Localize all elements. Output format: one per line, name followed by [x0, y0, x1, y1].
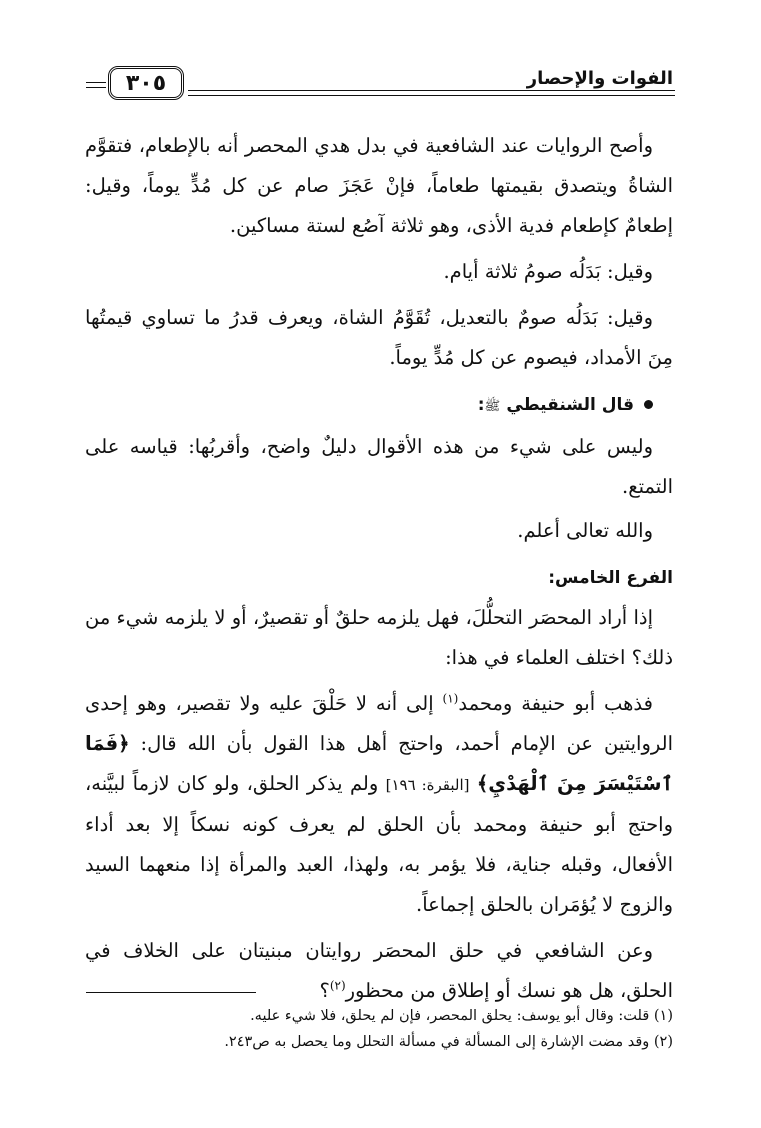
paragraph-1-text: وأصح الروايات عند الشافعية في بدل هدي المحصر أنه بالإطعام، فتقوَّم الشاةُ ويتصدق بقيمتها طعاماً، فإنْ عَجَزَ صام عن كل مُدٍّ يوماً، — [85, 134, 673, 197]
quran-reference: [البقرة: ١٩٦] — [385, 776, 470, 794]
paragraph-8-part-a: وعن الشافعي في حلق المحصَر روايتان مبنيتان على الخلاف في الحلق، هل هو نسك أو إطلاق من محظور — [85, 939, 673, 1002]
footnote-separator — [86, 992, 256, 993]
shanqiti-heading: قال الشنقيطي — [506, 395, 634, 415]
footnote-1: (١) قلت: وقال أبو يوسف: يحلق المحصر، فإن لم يحلق، فلا شيء عليه. — [250, 1008, 673, 1024]
paragraph-6: إذا أراد المحصَر التحلُّلَ، فهل يلزمه حلقٌ أو تقصيرٌ، أو لا يلزمه شيء من ذلك؟ اختلف العلماء في هذا: — [85, 606, 673, 669]
paragraph-8-part-b: ؟ — [319, 979, 330, 1002]
shanqiti-heading-line: قال الشنقيطي ﷺ: — [85, 384, 673, 427]
quran-verse: ﴿فَمَا ٱسْتَيْسَرَ مِنَ ٱلْهَدْيِ﴾ — [85, 732, 673, 795]
footnote-marker-2: (٢) — [329, 978, 346, 993]
paragraph-7-part-a: فذهب أبو حنيفة ومحمد — [458, 692, 653, 715]
branch-heading-line — [85, 557, 673, 598]
paragraph-3: وقيل: بَدَلُه صومٌ بالتعديل، تُقَوَّمُ الشاة، ويعرف قدرُ ما تساوي قيمتُها مِنَ الأمداد، فيصوم عن كل مُدٍّ يوماً. — [85, 306, 673, 369]
paragraph-1-continuation: وقيل: إطعامٌ كإطعام فدية الأذى، وهو ثلاثة آصُع لستة مساكين. — [85, 174, 673, 237]
footnote-marker-1: (١) — [442, 691, 459, 706]
paragraph-5: والله تعالى أعلم. — [517, 519, 653, 542]
paragraph-1 — [85, 126, 673, 246]
header-rule-left — [86, 82, 106, 83]
main-text — [85, 126, 673, 1011]
running-title: الفوات والإحصار — [526, 68, 673, 89]
paragraph-2: وقيل: بَدَلُه صومُ ثلاثة أيام. — [443, 260, 653, 283]
header-rule-left-2 — [86, 87, 106, 88]
header-rule-right — [188, 90, 675, 91]
branch-heading: الفرع الخامس: — [548, 568, 673, 588]
bullet-icon — [644, 400, 653, 409]
paragraph-8 — [85, 931, 673, 1011]
paragraph-7-part-b: إلى أنه لا حَلْقَ عليه ولا تقصير، وهو إحدى الروايتين عن الإمام أحمد، واحتج أهل هذا القول بأن الله قال: — [85, 692, 673, 755]
paragraph-7-part-c: ولم يذكر الحلق، ولو كان لازماً لبيَّنه، واحتج أبو حنيفة ومحمد بأن الحلق لم يعرف كونه نسكاً إلا بعد أداء الأفعال، وقبله جناية، فلا يؤمر به، ولهذا، العبد والمرأة إذا منعهما السيد والزوج لا يُؤمَران بالحلق إجماعاً. — [85, 772, 673, 916]
header-rule-right-2 — [188, 95, 675, 96]
footnotes — [85, 1003, 673, 1055]
paragraph-7 — [85, 684, 673, 925]
page-number: ٣٠٥ — [108, 66, 184, 100]
paragraph-4: وليس على شيء من هذه الأقوال دليلٌ واضح، وأقربُها: قياسه على التمتع. — [85, 435, 673, 498]
footnote-2: (٢) وقد مضت الإشارة إلى المسألة في مسألة التحلل وما يحصل به ص٢٤٣. — [224, 1034, 673, 1050]
honorific: ﷺ — [484, 399, 501, 414]
